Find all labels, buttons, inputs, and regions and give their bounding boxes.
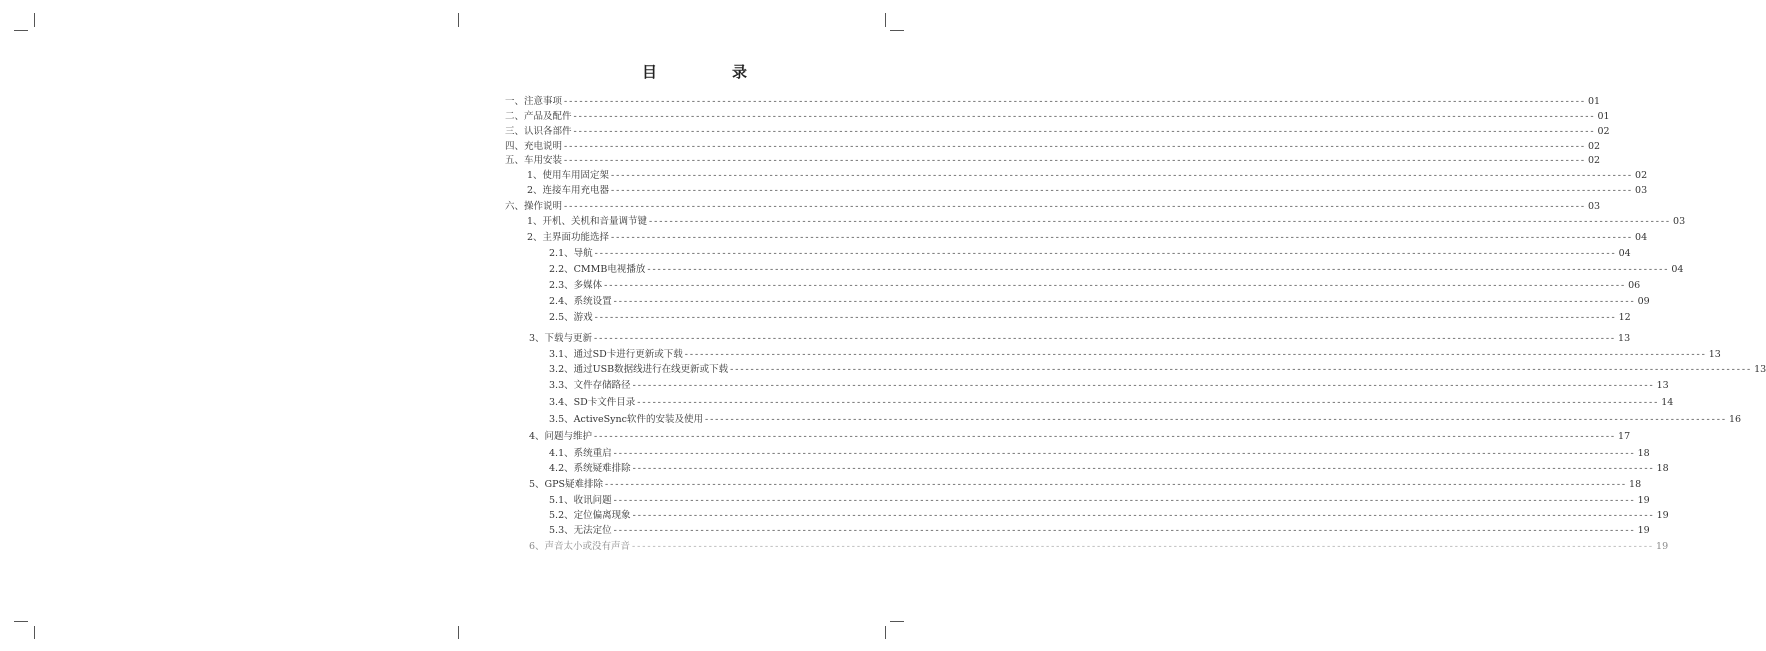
toc-entry-page: 17 [1618, 431, 1631, 442]
toc-entry-label: 二、产品及配件 [505, 111, 572, 122]
toc-entry-label: 6、声音太小或没有声音 [529, 541, 631, 552]
toc-entry[interactable] [549, 495, 1650, 507]
toc-entry[interactable] [549, 463, 1669, 475]
toc-entry-page: 19 [1637, 495, 1650, 506]
toc-entry[interactable] [527, 170, 1648, 182]
toc-entry[interactable] [549, 364, 1766, 376]
toc-leader-dots: -------------------------------------------------------------------------------------------------------------------------------------------------------------------------------------------------------- [613, 495, 1636, 506]
toc-entry[interactable] [505, 155, 1601, 167]
toc-entry-label: 5.1、收讯问题 [549, 495, 612, 506]
toc-leader-dots: -------------------------------------------------------------------------------------------------------------------------------------------------------------------------------------------------------- [704, 414, 1727, 425]
toc-leader-dots: -------------------------------------------------------------------------------------------------------------------------------------------------------------------------------------------------------- [649, 216, 1672, 227]
toc-entry[interactable] [505, 111, 1610, 123]
toc-entry-page: 04 [1671, 264, 1684, 275]
toc-entry[interactable] [549, 510, 1669, 522]
toc-entry-page: 18 [1629, 479, 1642, 490]
toc-entry[interactable] [505, 126, 1610, 138]
toc-entry[interactable] [549, 448, 1650, 460]
toc-entry-label: 4.1、系统重启 [549, 448, 612, 459]
toc-entry-page: 02 [1588, 141, 1601, 152]
toc-leader-dots: -------------------------------------------------------------------------------------------------------------------------------------------------------------------------------------------------------- [594, 333, 1617, 344]
toc-entry-label: 2、主界面功能选择 [527, 232, 610, 243]
toc-leader-dots: -------------------------------------------------------------------------------------------------------------------------------------------------------------------------------------------------------- [564, 201, 1587, 212]
toc-leader-dots: -------------------------------------------------------------------------------------------------------------------------------------------------------------------------------------------------------- [632, 380, 1655, 391]
toc-entry-page: 02 [1588, 155, 1601, 166]
toc-entry-page: 19 [1656, 541, 1669, 552]
toc-entry-label: 5.3、无法定位 [549, 525, 612, 536]
toc-entry[interactable] [549, 349, 1721, 361]
toc-entry-page: 19 [1656, 510, 1669, 521]
toc-leader-dots: -------------------------------------------------------------------------------------------------------------------------------------------------------------------------------------------------------- [604, 280, 1627, 291]
toc-leader-dots: -------------------------------------------------------------------------------------------------------------------------------------------------------------------------------------------------------- [611, 185, 1634, 196]
toc-leader-dots: -------------------------------------------------------------------------------------------------------------------------------------------------------------------------------------------------------- [611, 232, 1634, 243]
toc-leader-dots: -------------------------------------------------------------------------------------------------------------------------------------------------------------------------------------------------------- [611, 170, 1634, 181]
toc-entry-page: 03 [1635, 185, 1648, 196]
toc-leader-dots: -------------------------------------------------------------------------------------------------------------------------------------------------------------------------------------------------------- [613, 296, 1636, 307]
toc-leader-dots: -------------------------------------------------------------------------------------------------------------------------------------------------------------------------------------------------------- [730, 364, 1753, 375]
toc-entry[interactable] [527, 185, 1648, 197]
toc-entry-page: 04 [1618, 248, 1631, 259]
toc-entry-label: 3.1、通过SD卡进行更新或下载 [549, 349, 683, 360]
toc-entry-label: 3.5、ActiveSync软件的安装及使用 [549, 414, 703, 425]
toc-leader-dots: -------------------------------------------------------------------------------------------------------------------------------------------------------------------------------------------------------- [684, 349, 1707, 360]
toc-leader-dots: -------------------------------------------------------------------------------------------------------------------------------------------------------------------------------------------------------- [647, 264, 1670, 275]
toc-entry[interactable] [505, 141, 1601, 153]
toc-entry[interactable] [529, 333, 1631, 345]
toc-leader-dots: -------------------------------------------------------------------------------------------------------------------------------------------------------------------------------------------------------- [637, 397, 1660, 408]
toc-entry[interactable] [549, 248, 1631, 260]
toc-entry-page: 13 [1656, 380, 1669, 391]
toc-entry[interactable] [529, 541, 1669, 553]
toc-entry-label: 1、开机、关机和音量调节键 [527, 216, 648, 227]
toc-entry-label: 3、下载与更新 [529, 333, 593, 344]
toc-entry[interactable] [549, 525, 1650, 537]
toc-entry[interactable] [529, 479, 1642, 491]
toc-entry-page: 03 [1673, 216, 1686, 227]
toc-entry-label: 2.5、游戏 [549, 312, 593, 323]
toc-leader-dots: -------------------------------------------------------------------------------------------------------------------------------------------------------------------------------------------------------- [613, 525, 1636, 536]
toc-entry-label: 五、车用安装 [505, 155, 563, 166]
toc-entry[interactable] [527, 216, 1686, 228]
toc-entry-label: 2、连接车用充电器 [527, 185, 610, 196]
toc-leader-dots: -------------------------------------------------------------------------------------------------------------------------------------------------------------------------------------------------------- [632, 463, 1655, 474]
toc-entry-label: 2.1、导航 [549, 248, 593, 259]
toc-entry-label: 四、充电说明 [505, 141, 563, 152]
toc-leader-dots: -------------------------------------------------------------------------------------------------------------------------------------------------------------------------------------------------------- [594, 248, 1617, 259]
toc-entry-label: 2.3、多媒体 [549, 280, 603, 291]
toc-leader-dots: -------------------------------------------------------------------------------------------------------------------------------------------------------------------------------------------------------- [594, 312, 1617, 323]
toc-entry-label: 1、使用车用固定架 [527, 170, 610, 181]
toc-leader-dots: -------------------------------------------------------------------------------------------------------------------------------------------------------------------------------------------------------- [573, 126, 1596, 137]
toc-entry-page: 18 [1637, 448, 1650, 459]
toc-leader-dots: -------------------------------------------------------------------------------------------------------------------------------------------------------------------------------------------------------- [594, 431, 1617, 442]
toc-entry[interactable] [549, 397, 1674, 409]
toc-entry-label: 六、操作说明 [505, 201, 563, 212]
toc-entry-label: 4.2、系统疑难排除 [549, 463, 631, 474]
toc-entry[interactable] [549, 296, 1650, 308]
toc-entry-page: 06 [1628, 280, 1641, 291]
toc-entry[interactable] [527, 232, 1648, 244]
toc-entry[interactable] [549, 380, 1669, 392]
toc-entry-page: 03 [1588, 201, 1601, 212]
toc-entry-label: 2.2、CMMB电视播放 [549, 264, 646, 275]
toc-entry-page: 04 [1635, 232, 1648, 243]
toc-entry-page: 01 [1597, 111, 1610, 122]
toc-entry-label: 一、注意事项 [505, 96, 563, 107]
toc-entry[interactable] [549, 280, 1641, 292]
toc-entry[interactable] [549, 312, 1631, 324]
toc-leader-dots: -------------------------------------------------------------------------------------------------------------------------------------------------------------------------------------------------------- [564, 96, 1587, 107]
toc-entry-page: 19 [1637, 525, 1650, 536]
toc-entry-label: 三、认识各部件 [505, 126, 572, 137]
toc-leader-dots: -------------------------------------------------------------------------------------------------------------------------------------------------------------------------------------------------------- [613, 448, 1636, 459]
toc-entry-label: 5.2、定位偏离现象 [549, 510, 631, 521]
toc-entry-label: 4、问题与维护 [529, 431, 593, 442]
toc-entry-page: 13 [1618, 333, 1631, 344]
toc-entry-page: 18 [1656, 463, 1669, 474]
toc-entry-page: 09 [1637, 296, 1650, 307]
toc-entry[interactable] [549, 264, 1684, 276]
toc-entry-label: 2.4、系统设置 [549, 296, 612, 307]
toc-leader-dots: -------------------------------------------------------------------------------------------------------------------------------------------------------------------------------------------------------- [573, 111, 1596, 122]
toc-entry[interactable] [549, 414, 1742, 426]
toc-leader-dots: -------------------------------------------------------------------------------------------------------------------------------------------------------------------------------------------------------- [632, 541, 1655, 552]
toc-entry-label: 3.3、文件存储路径 [549, 380, 631, 391]
toc-entry[interactable] [505, 96, 1601, 108]
toc-leader-dots: -------------------------------------------------------------------------------------------------------------------------------------------------------------------------------------------------------- [564, 141, 1587, 152]
toc-entry-label: 3.2、通过USB数据线进行在线更新或下载 [549, 364, 729, 375]
toc-entry-page: 13 [1708, 349, 1721, 360]
toc-entry-label: 3.4、SD卡文件目录 [549, 397, 636, 408]
toc-entry-page: 13 [1754, 364, 1766, 375]
toc-entry-label: 5、GPS疑难排除 [529, 479, 604, 490]
toc-leader-dots: -------------------------------------------------------------------------------------------------------------------------------------------------------------------------------------------------------- [632, 510, 1655, 521]
toc-entry-page: 12 [1618, 312, 1631, 323]
toc-entry[interactable] [505, 201, 1601, 213]
toc-entry-page: 01 [1588, 96, 1601, 107]
toc-entry-page: 02 [1597, 126, 1610, 137]
toc-leader-dots: -------------------------------------------------------------------------------------------------------------------------------------------------------------------------------------------------------- [564, 155, 1587, 166]
toc-entry-page: 14 [1661, 397, 1674, 408]
page-title: 目 录 [642, 63, 778, 81]
toc-entry-page: 16 [1728, 414, 1742, 425]
toc-leader-dots: -------------------------------------------------------------------------------------------------------------------------------------------------------------------------------------------------------- [605, 479, 1628, 490]
toc-entry[interactable] [529, 431, 1631, 443]
toc-entry-page: 02 [1635, 170, 1648, 181]
